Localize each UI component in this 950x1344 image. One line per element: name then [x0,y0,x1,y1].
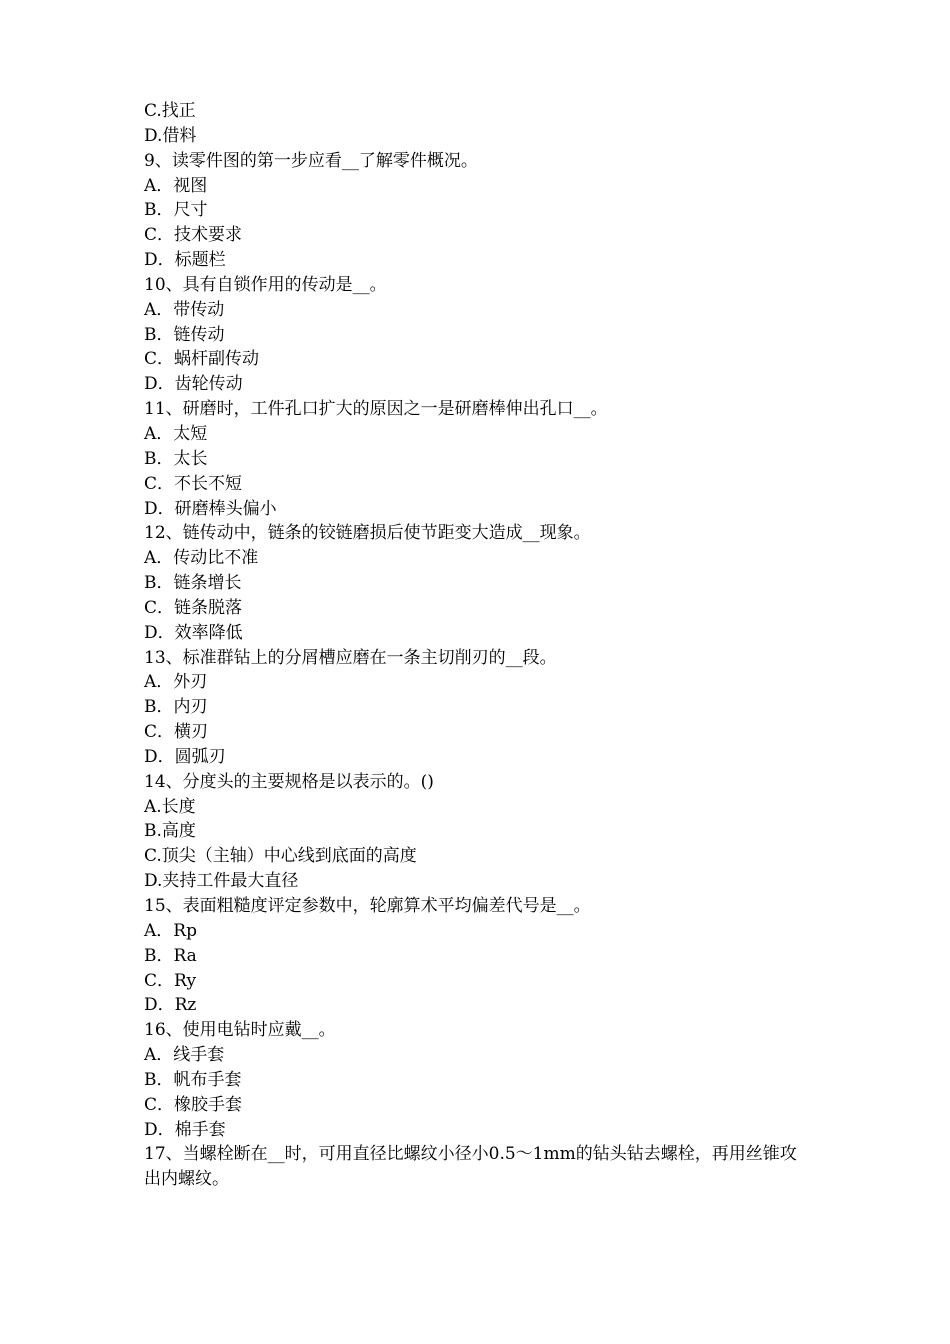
option-a-q14: A.长度 [144,796,196,817]
option-d-q14: D.夹持工件最大直径 [144,871,299,892]
question-9: 9、读零件图的第一步应看__了解零件概况。 [144,150,478,171]
option-c-q16: C．橡胶手套 [144,1094,243,1115]
option-a-q11: A．太短 [144,423,208,444]
question-12: 12、链传动中，链条的铰链磨损后使节距变大造成__现象。 [144,523,591,544]
option-b-q14: B.高度 [144,821,196,842]
option-b-q15: B．Ra [144,945,197,966]
option-d-q11: D．研磨棒头偏小 [144,498,277,519]
option-d-q12: D．效率降低 [144,622,243,643]
option-b-q11: B．太长 [144,448,208,469]
option-c-q11: C．不长不短 [144,473,243,494]
question-16: 16、使用电钻时应戴__。 [144,1020,336,1041]
option-a-q12: A．传动比不准 [144,548,259,569]
option-c-q13: C．横刃 [144,722,209,743]
option-c-q10: C．蜗杆副传动 [144,349,260,370]
option-a-q13: A．外刃 [144,672,208,693]
option-b-q16: B．帆布手套 [144,1069,242,1090]
option-b-q13: B．内刃 [144,697,208,718]
option-a-q10: A．带传动 [144,299,225,320]
question-14: 14、分度头的主要规格是以表示的。() [144,771,434,792]
option-a-q15: A．Rp [144,920,197,941]
option-d-q10: D．齿轮传动 [144,374,243,395]
option-c-q14: C.顶尖（主轴）中心线到底面的高度 [144,846,417,867]
option-d-q16: D．棉手套 [144,1119,226,1140]
option-d-q13: D．圆弧刃 [144,746,226,767]
option-d-q15: D．Rz [144,995,197,1016]
question-15: 15、表面粗糙度评定参数中，轮廓算术平均偏差代号是__。 [144,896,591,916]
option-b-q12: B．链条增长 [144,573,242,594]
option-b-q10: B．链传动 [144,324,225,345]
question-17: 17、当螺栓断在__时，可用直径比螺纹小径小0.5～1mm的钻头钻去螺栓，再用丝锥攻出内螺纹。 [144,1144,797,1190]
option-b-q9: B．尺寸 [144,200,208,221]
question-11: 11、研磨时，工件孔口扩大的原因之一是研磨棒伸出孔口__。 [144,399,608,420]
option-a-q9: A．视图 [144,175,208,196]
question-13: 13、标准群钻上的分屑槽应磨在一条主切削刃的__段。 [144,647,557,668]
option-c-q8: C.找正 [144,101,196,121]
option-a-q16: A．线手套 [144,1045,225,1066]
question-10: 10、具有自锁作用的传动是__。 [144,274,387,295]
document-page [144,99,824,1192]
option-d-q9: D．标题栏 [144,250,226,271]
option-c-q12: C．链条脱落 [144,597,243,618]
option-d-q8: D.借料 [144,125,197,146]
option-c-q9: C．技术要求 [144,225,243,246]
option-c-q15: C．Ry [144,970,197,991]
